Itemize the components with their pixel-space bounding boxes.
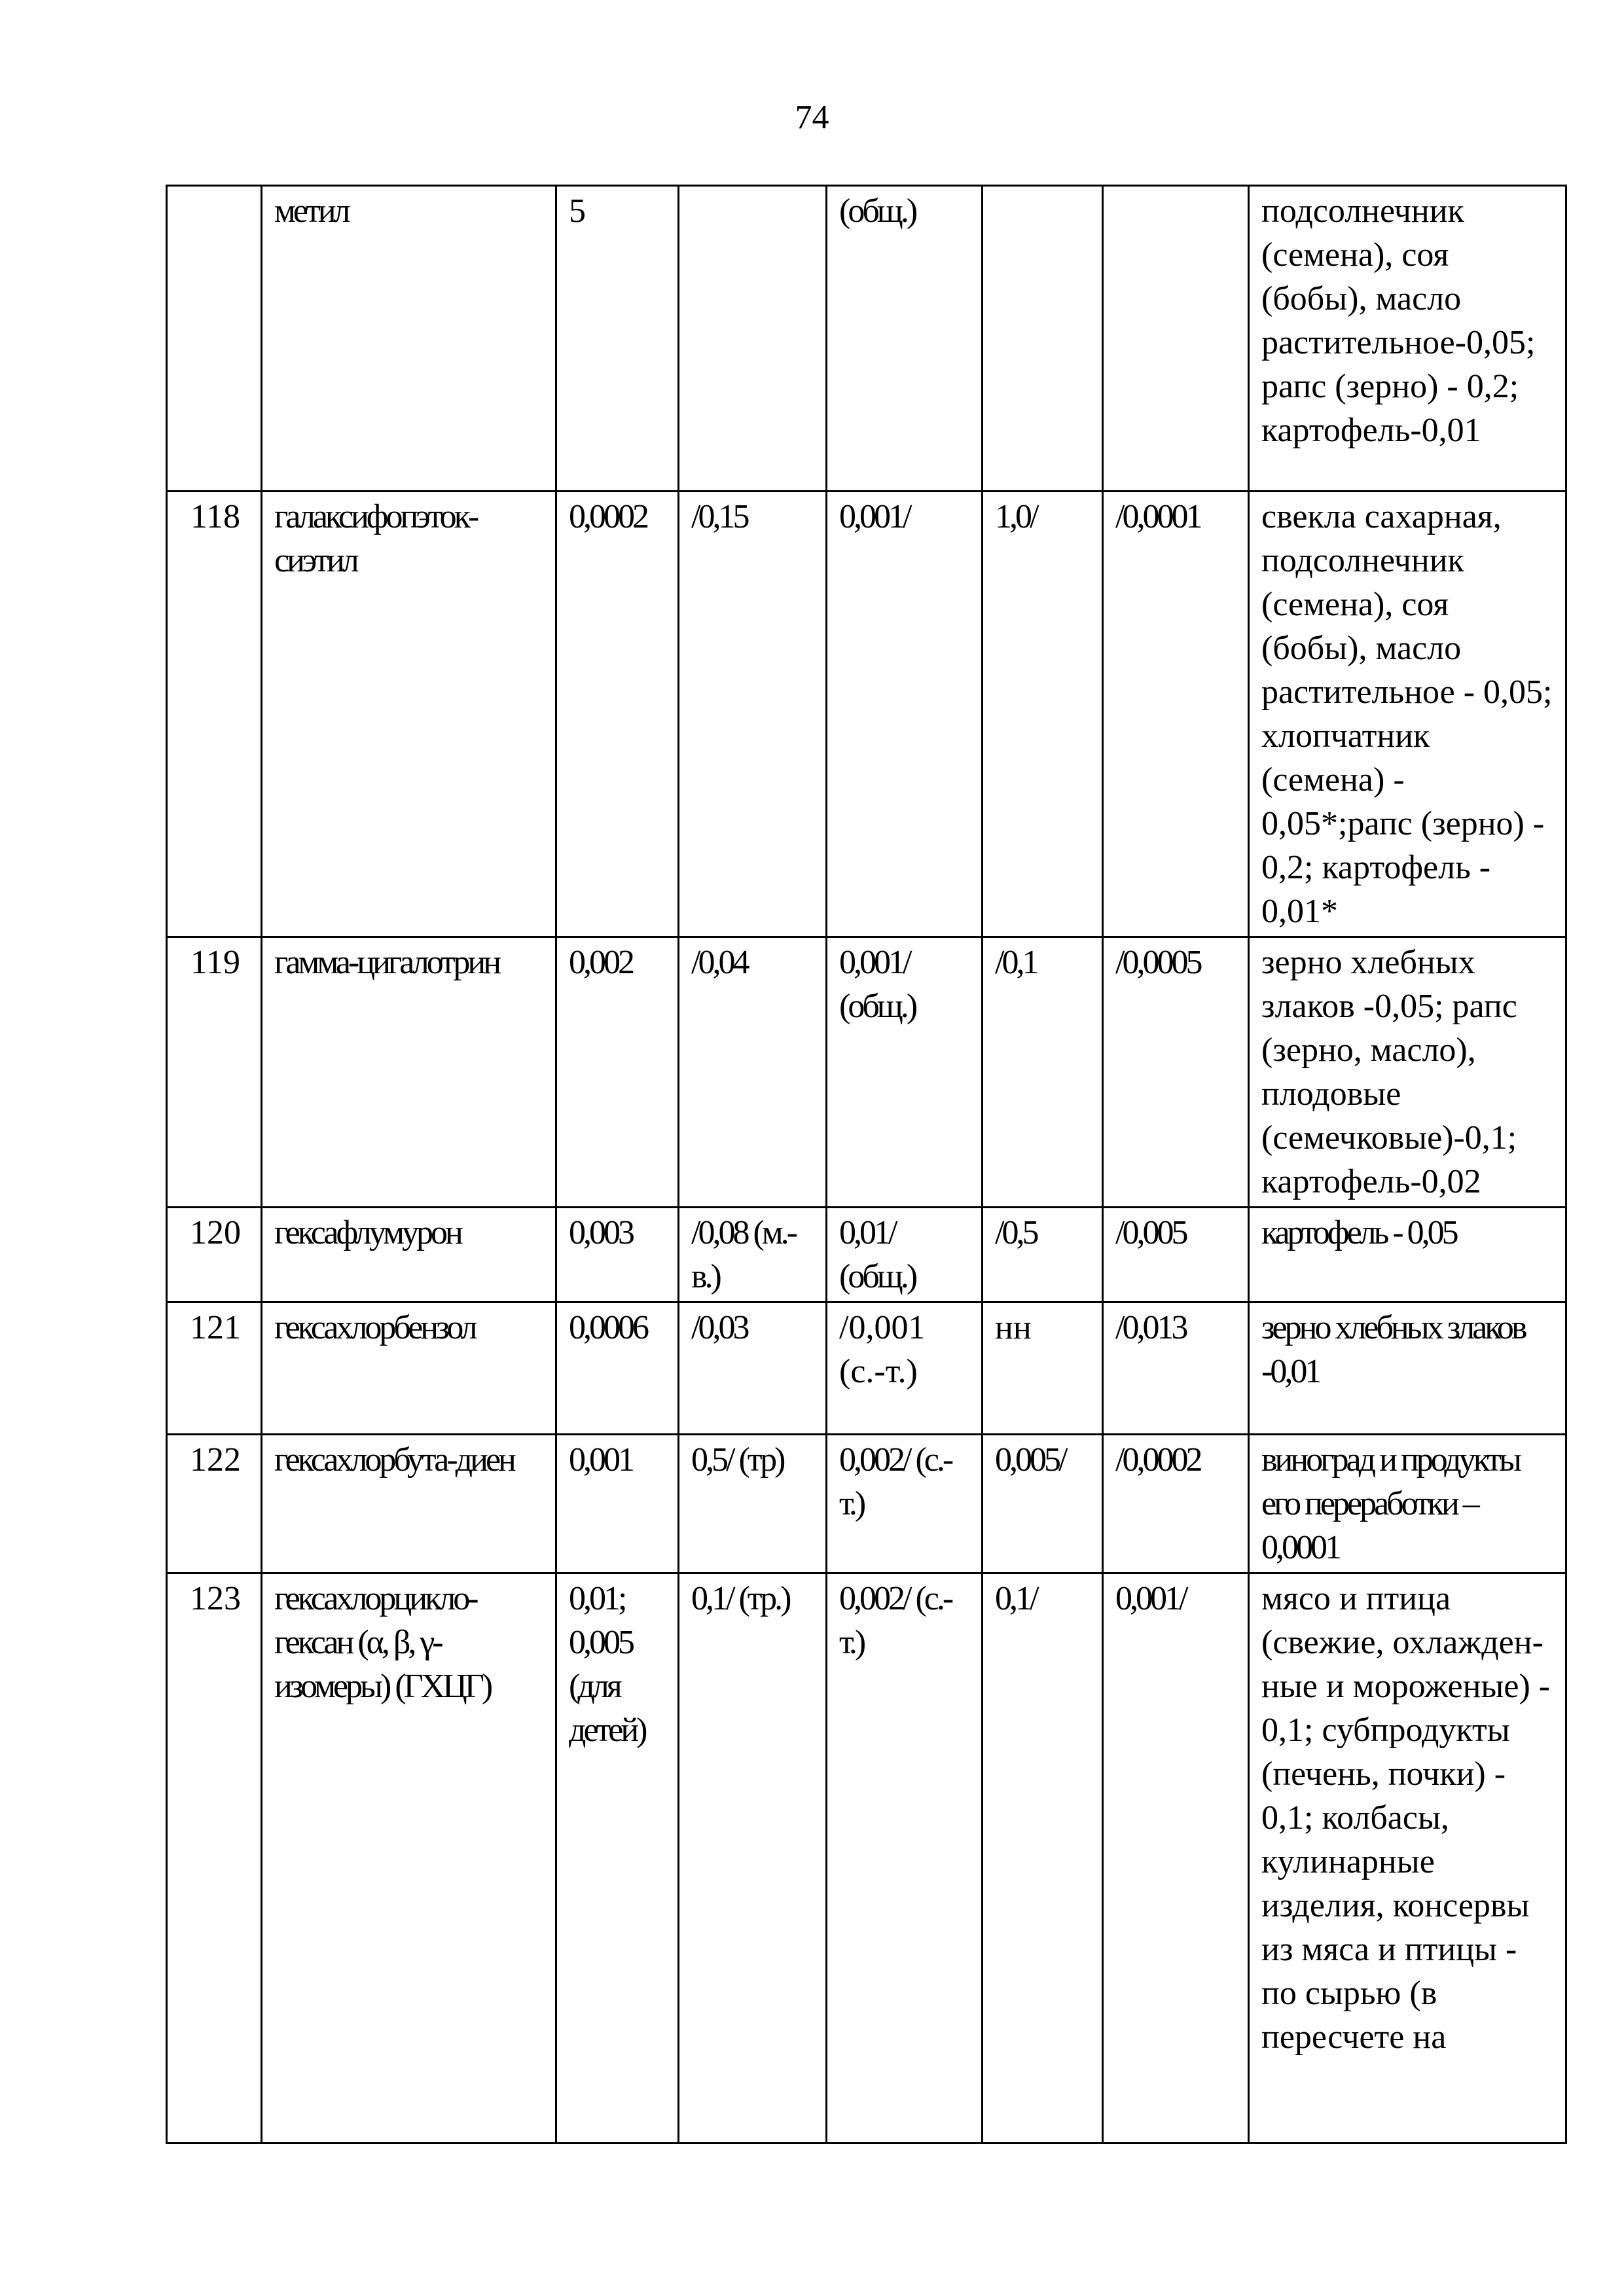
value-cell: 0,0006 bbox=[556, 1302, 679, 1435]
value-cell: /0,005 bbox=[1103, 1208, 1249, 1302]
substance-name: галаксифопэток-сиэтил bbox=[262, 492, 556, 937]
substance-name: гексахлорбензол bbox=[262, 1302, 556, 1435]
value-cell: /0,5 bbox=[983, 1208, 1103, 1302]
value-cell: 0,002 bbox=[556, 937, 679, 1208]
substance-name: метил bbox=[262, 186, 556, 492]
food-limits-text: зерно хлебных злаков -0,01 bbox=[1249, 1302, 1566, 1435]
value-cell: /0,0005 bbox=[1103, 937, 1249, 1208]
food-limits-text: зерно хлебных злаков -0,05; рапс (зерно, масло), плодовые (семечковые)-0,1; картофель-0,02 bbox=[1249, 937, 1566, 1208]
food-limits-text: картофель - 0,05 bbox=[1249, 1208, 1566, 1302]
value-cell: нн bbox=[983, 1302, 1103, 1435]
value-cell: /0,013 bbox=[1103, 1302, 1249, 1435]
value-cell bbox=[983, 186, 1103, 492]
value-cell: 0,01; 0,005 (для детей) bbox=[556, 1573, 679, 2144]
value-cell: /0,001 (с.-т.) bbox=[827, 1302, 983, 1435]
food-limits-text: подсолнечник (семена), соя (бобы), масло растительное-0,05; рапс (зерно) - 0,2; картофель-0,01 bbox=[1249, 186, 1566, 492]
row-number bbox=[167, 186, 262, 492]
table-row bbox=[167, 1208, 1566, 1302]
value-cell: 0,002/ (с.-т.) bbox=[827, 1435, 983, 1573]
table-row bbox=[167, 1302, 1566, 1435]
table-row bbox=[167, 1435, 1566, 1573]
value-cell: 0,0002 bbox=[556, 492, 679, 937]
row-number: 123 bbox=[167, 1573, 262, 2144]
value-cell: 0,001/ bbox=[827, 492, 983, 937]
substance-name: гексахлорцикло-гексан (α, β, γ-изомеры) (ГХЦГ) bbox=[262, 1573, 556, 2144]
value-cell: /0,0001 bbox=[1103, 492, 1249, 937]
value-cell bbox=[1103, 186, 1249, 492]
value-cell: 0,5/ (тр) bbox=[679, 1435, 827, 1573]
row-number: 118 bbox=[167, 492, 262, 937]
substance-name: гексахлорбута-диен bbox=[262, 1435, 556, 1573]
page-number: 74 bbox=[795, 99, 829, 136]
row-number: 120 bbox=[167, 1208, 262, 1302]
value-cell: 0,1/ bbox=[983, 1573, 1103, 2144]
value-cell: 0,1/ (тр.) bbox=[679, 1573, 827, 2144]
table-row bbox=[167, 186, 1566, 492]
value-cell: 0,005/ bbox=[983, 1435, 1103, 1573]
table-row bbox=[167, 1573, 1566, 2144]
value-cell: 0,001/ bbox=[1103, 1573, 1249, 2144]
substance-name: гексафлумурон bbox=[262, 1208, 556, 1302]
value-cell: 0,001/ (общ.) bbox=[827, 937, 983, 1208]
row-number: 122 bbox=[167, 1435, 262, 1573]
value-cell: 1,0/ bbox=[983, 492, 1103, 937]
food-limits-text: мясо и птица (свежие, охлажден-ные и мороженые) - 0,1; субпродукты (печень, почки) - 0,1; колбасы, кулинарные изделия, консервы из мяса и птицы - по сырью (в пересчете на bbox=[1249, 1573, 1566, 2144]
value-cell: 0,002/ (с.-т.) bbox=[827, 1573, 983, 2144]
table-row bbox=[167, 492, 1566, 937]
value-cell: 0,01/ (общ.) bbox=[827, 1208, 983, 1302]
value-cell: /0,03 bbox=[679, 1302, 827, 1435]
value-cell: 0,001 bbox=[556, 1435, 679, 1573]
substance-name: гамма-цигалотрин bbox=[262, 937, 556, 1208]
value-cell: /0,1 bbox=[983, 937, 1103, 1208]
pesticide-table bbox=[166, 185, 1567, 2144]
table-row bbox=[167, 937, 1566, 1208]
value-cell: /0,15 bbox=[679, 492, 827, 937]
row-number: 119 bbox=[167, 937, 262, 1208]
value-cell: (общ.) bbox=[827, 186, 983, 492]
food-limits-text: виноград и продукты его переработки – 0,0001 bbox=[1249, 1435, 1566, 1573]
value-cell: /0,04 bbox=[679, 937, 827, 1208]
value-cell bbox=[679, 186, 827, 492]
row-number: 121 bbox=[167, 1302, 262, 1435]
value-cell: 0,003 bbox=[556, 1208, 679, 1302]
food-limits-text: свекла сахарная, подсолнечник (семена), соя (бобы), масло растительное - 0,05; хлопчатник (семена) - 0,05*;рапс (зерно) - 0,2; картофель - 0,01* bbox=[1249, 492, 1566, 937]
value-cell: 5 bbox=[556, 186, 679, 492]
value-cell: /0,08 (м.-в.) bbox=[679, 1208, 827, 1302]
value-cell: /0,0002 bbox=[1103, 1435, 1249, 1573]
